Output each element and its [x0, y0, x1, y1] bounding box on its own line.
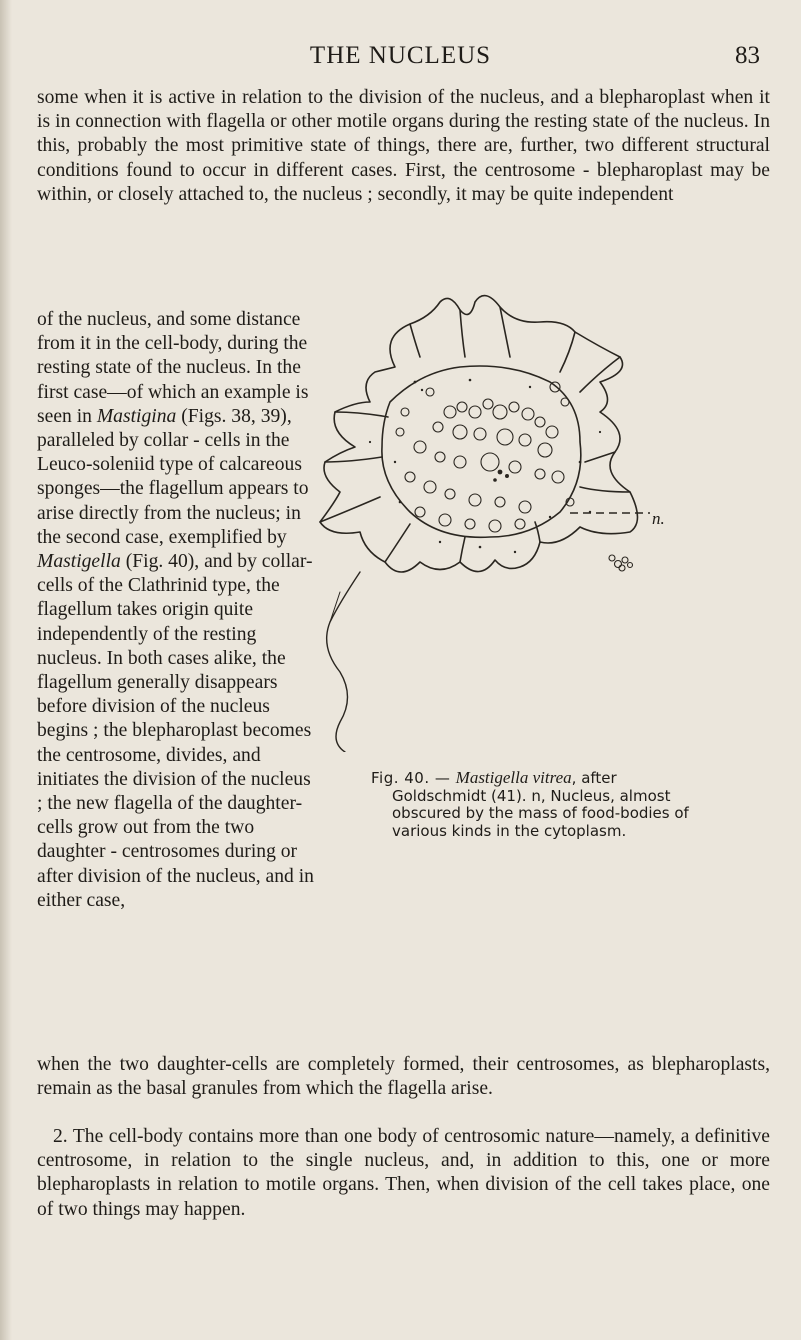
- paragraph-bottom: when the two daughter-cells are completely formed, their centrosomes, as blepharoplasts, remain as the basal granules from which the flagella arise.: [37, 1054, 770, 1100]
- paragraph-left-part-2: (Figs. 38, 39), paralleled by collar - cells in the Leuco-soleniid type of calcareous sponges—the flagellum appears to arise directly from the nucleus; in the second case, exemplified by: [37, 405, 309, 548]
- page-gutter-shadow: [0, 0, 12, 1340]
- paragraph-left-part-3: (Fig. 40), and by collar-cells of the Clathrinid type, the flagellum takes origin quite independently of the resting nucleus. In both cases alike, the flagellum generally disappears before division of the nucleus begins ; the blepharoplast becomes the centrosome, divides, and initiates the division of the nucleus ; the new flagella of the daughter-cells grow out from the two daughter - centrosomes during or after division of the nucleus, and in either case,: [37, 551, 314, 911]
- figure-label-n: n.: [652, 509, 665, 528]
- caption-species: Mastigella vitrea: [455, 768, 572, 787]
- caption-after: , after: [571, 769, 617, 787]
- figure-40-illustration: [300, 262, 660, 752]
- mastigella-cell-drawing: [300, 262, 660, 752]
- paragraph-top: some when it is active in relation to the division of the nucleus, and a blepharoplast when it is in connection with flagella or other motile organs during the resting state of the nucleus. In this, probably the most primitive state of things, there are, further, two different structural conditions found to occur in different cases. First, the centrosome - blepharoplast may be within, or closely attached to, the nucleus ; secondly, it may be quite independent: [37, 87, 770, 205]
- figure-caption: [371, 769, 731, 840]
- species-mastigina: Mastigina: [96, 405, 177, 427]
- paragraph-left-part-1: of the nucleus, and some distance from it in the cell-body, during the resting state of the nucleus. In the first case—of which an example is seen in: [37, 309, 309, 427]
- caption-rest: Goldschmidt (41). n, Nucleus, almost obscured by the mass of food-bodies of various kinds in the cytoplasm.: [392, 786, 689, 840]
- species-mastigella: Mastigella: [37, 551, 121, 573]
- caption-prefix: Fig. 40. —: [371, 769, 456, 787]
- page-number: 83: [735, 42, 760, 69]
- paragraph-numbered-2: 2. The cell-body contains more than one body of centrosomic nature—namely, a definitive centrosome, in relation to the single nucleus, and, in addition to this, one or more blepharoplasts in relation to motile organs. Then, when division of the cell takes place, one of two things may happen.: [37, 1126, 770, 1220]
- running-head: [0, 42, 801, 82]
- paragraph-left-column: [37, 308, 319, 913]
- running-head-title: THE NUCLEUS: [309, 42, 492, 69]
